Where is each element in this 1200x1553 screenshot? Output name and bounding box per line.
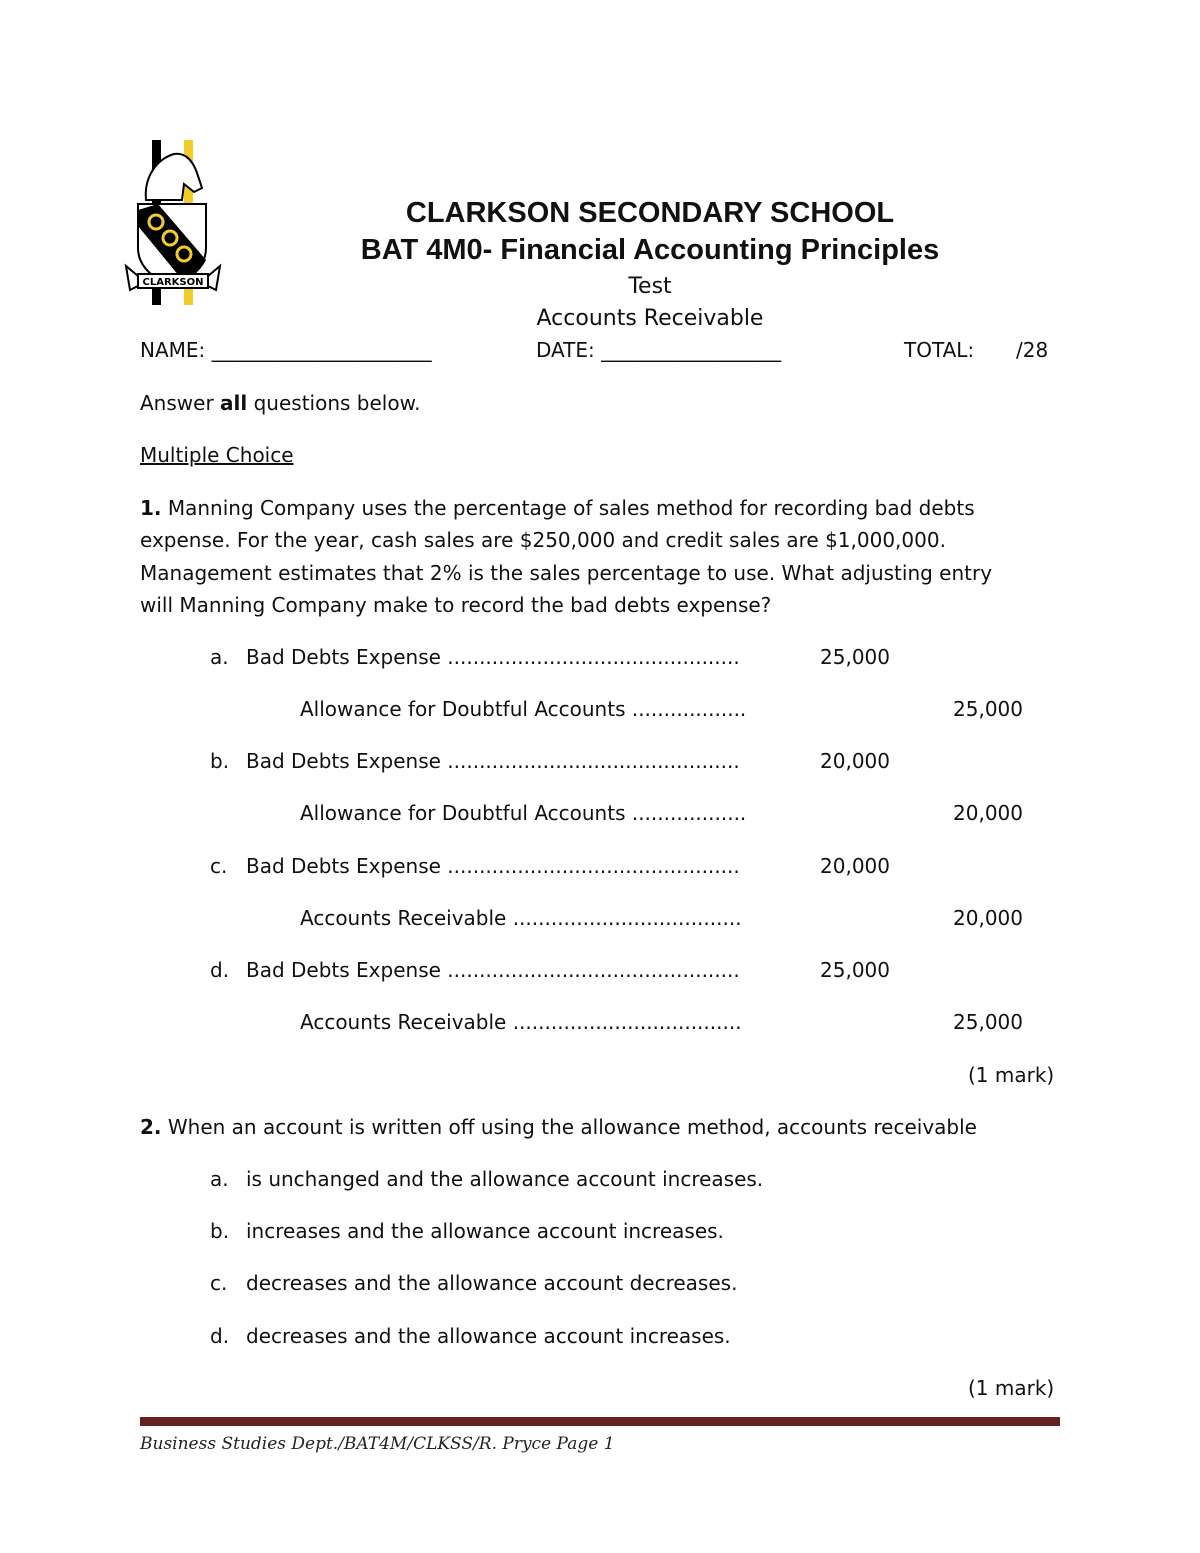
q2-text: When an account is written off using the allowance method, accounts receivable [161, 1115, 977, 1139]
q2-line [140, 1114, 977, 1140]
course-title: BAT 4M0- Financial Accounting Principles [360, 234, 940, 266]
page-footer: Business Studies Dept./BAT4M/CLKSS/R. Pryce Page 1 [140, 1434, 615, 1454]
credit-amount: 20,000 [953, 906, 1023, 930]
option-letter: c. [210, 1271, 228, 1295]
q1-marks: (1 mark) [968, 1063, 1055, 1087]
date-field[interactable]: DATE: __________________ [536, 338, 782, 362]
q1-number: 1. [140, 496, 162, 520]
q1-line-1 [140, 495, 975, 521]
option-text: is unchanged and the allowance account increases. [246, 1167, 764, 1191]
q1-line-4: will Manning Company make to record the bad debts expense? [140, 593, 772, 617]
q1-line-3: Management estimates that 2% is the sales percentage to use. What adjusting entry [140, 561, 993, 585]
instructions-bold: all [220, 391, 248, 415]
option-letter: d. [210, 1324, 230, 1348]
debit-account: Bad Debts Expense .............................................. [246, 854, 740, 878]
credit-amount: 25,000 [953, 697, 1023, 721]
option-text: decreases and the allowance account increases. [246, 1324, 731, 1348]
debit-amount: 20,000 [820, 749, 890, 773]
instructions [140, 390, 420, 416]
total-value: /28 [1016, 338, 1049, 362]
section-heading-text: Multiple Choice [140, 443, 294, 467]
svg-text:CLARKSON: CLARKSON [142, 277, 204, 288]
debit-account: Bad Debts Expense .............................................. [246, 645, 740, 669]
q2-number: 2. [140, 1115, 162, 1139]
debit-amount: 25,000 [820, 958, 890, 982]
debit-account: Bad Debts Expense .............................................. [246, 958, 740, 982]
footer-divider [140, 1417, 1060, 1426]
option-letter: a. [210, 645, 229, 669]
section-heading [140, 442, 294, 468]
credit-amount: 20,000 [953, 801, 1023, 825]
option-letter: b. [210, 749, 230, 773]
q2-marks: (1 mark) [968, 1376, 1055, 1400]
debit-amount: 20,000 [820, 854, 890, 878]
credit-account: Accounts Receivable .................................... [300, 906, 742, 930]
option-letter: a. [210, 1167, 229, 1191]
school-name: CLARKSON SECONDARY SCHOOL [405, 197, 895, 229]
debit-amount: 25,000 [820, 645, 890, 669]
q1-line-2: expense. For the year, cash sales are $250,000 and credit sales are $1,000,000. [140, 528, 946, 552]
test-topic: Accounts Receivable [536, 306, 764, 331]
q1-text-1: Manning Company uses the percentage of sales method for recording bad debts [161, 496, 975, 520]
instructions-post: questions below. [247, 391, 421, 415]
name-field[interactable]: NAME: ______________________ [140, 338, 432, 362]
credit-account: Allowance for Doubtful Accounts .................. [300, 697, 747, 721]
credit-account: Allowance for Doubtful Accounts .................. [300, 801, 747, 825]
option-text: increases and the allowance account increases. [246, 1219, 724, 1243]
credit-account: Accounts Receivable .................................... [300, 1010, 742, 1034]
option-letter: d. [210, 958, 230, 982]
option-text: decreases and the allowance account decreases. [246, 1271, 738, 1295]
test-type: Test [628, 274, 672, 299]
option-letter: c. [210, 854, 228, 878]
debit-account: Bad Debts Expense .............................................. [246, 749, 740, 773]
option-letter: b. [210, 1219, 230, 1243]
instructions-pre: Answer [140, 391, 221, 415]
credit-amount: 25,000 [953, 1010, 1023, 1034]
total-label: TOTAL: [904, 338, 975, 362]
